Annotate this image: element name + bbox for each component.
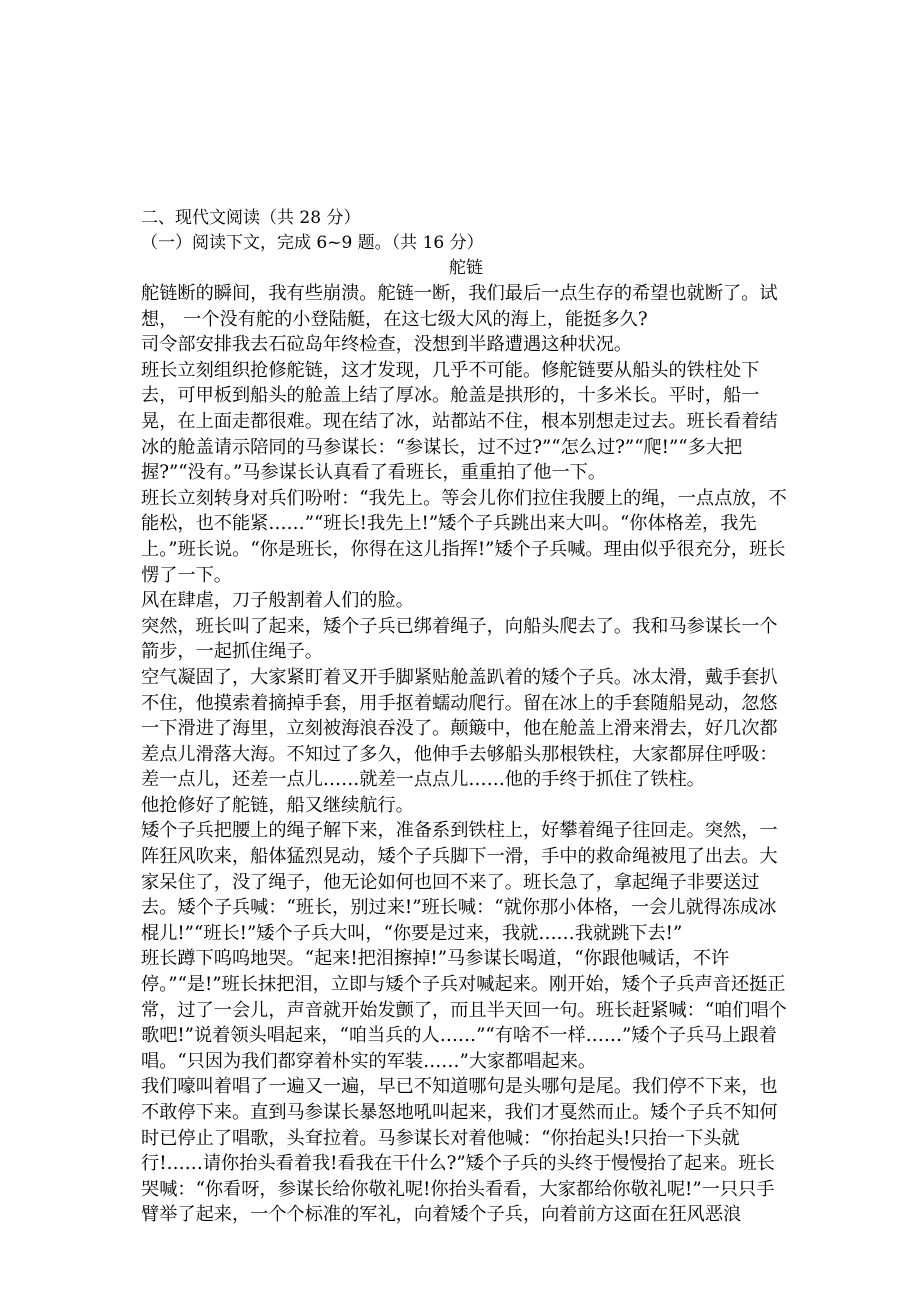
paragraph: 班长蹲下呜呜地哭。“起来!把泪擦掉!”马参谋长喝道，“你跟他喊话，不许停。”“是!”班长抹把泪，立即与矮个子兵对喊起来。刚开始，矮个子兵声音还挺正常，过了一会儿，声音就开始发颤了，而且半天回一句。班长赶紧喊：“咱们唱个歌吧!”说着领头唱起来，“咱当兵的人……”“有啥不一样……”矮个子兵马上跟着唱。“只因为我们都穿着朴实的军装……”大家都唱起来。 — [141, 948, 787, 1072]
paragraph: 风在肆虐，刀子般割着人们的脸。 — [141, 590, 414, 612]
paragraph: 舵链断的瞬间，我有些崩溃。舵链一断，我们最后一点生存的希望也就断了。试想， 一个没有舵的小登陆艇，在这七级大风的海上，能挺多久? — [141, 283, 778, 330]
article-title: 舵链 — [449, 258, 483, 278]
paragraph: 我们嚎叫着唱了一遍又一遍，早已不知道哪句是头哪句是尾。我们停不下来，也不敢停下来。直到马参谋长暴怒地吼叫起来，我们才戛然而止。矮个子兵不知何时已停止了唱歌，头耷拉着。马参谋长对着他喊：“你抬起头!只抬一下头就行!……请你抬头看着我!看我在干什么?”矮个子兵的头终于慢慢抬了起来。班长哭喊：“你看呀，参谋长给你敬礼呢!你抬头看看，大家都给你敬礼呢!”一只只手臂举了起来，一个个标准的军礼，向着矮个子兵，向着前方这面在狂风恶浪 — [141, 1076, 778, 1226]
document-body — [141, 206, 791, 1228]
paragraph: 司令部安排我去石砬岛年终检查，没想到半路遭遇这种状况。 — [141, 334, 633, 356]
paragraph: 班长立刻转身对兵们吩咐：“我先上。等会儿你们拉住我腰上的绳，一点点放，不能松，也不能紧……”“班长!我先上!”矮个子兵跳出来大叫。“你体格差，我先上。”班长说。“你是班长，你得在这儿指挥!”矮个子兵喊。理由似乎很充分，班长愣了一下。 — [141, 487, 787, 586]
paragraph: 空气凝固了，大家紧盯着叉开手脚紧贴舱盖趴着的矮个子兵。冰太滑，戴手套扒不住，他摸索着摘掉手套，用手抠着蠕动爬行。留在冰上的手套随船晃动，忽悠一下滑进了海里，立刻被海浪吞没了。颠簸中，他在舱盖上滑来滑去，好几次都差点儿滑落大海。不知过了多久，他伸手去够船头那根铁柱，大家都屏住呼吸：差一点儿，还差一点儿……就差一点点儿……他的手终于抓住了铁柱。 — [141, 666, 778, 791]
paragraph: 突然，班长叫了起来，矮个子兵已绑着绳子，向船头爬去了。我和马参谋长一个箭步，一起抓住绳子。 — [141, 615, 778, 663]
paragraph: 他抢修好了舵链，船又继续航行。 — [141, 794, 414, 816]
section-heading: 二、现代文阅读（共 28 分） — [141, 208, 361, 228]
paragraph: 班长立刻组织抢修舵链，这才发现，几乎不可能。修舵链要从船头的铁柱处下去，可甲板到船头的舱盖上结了厚冰。舱盖是拱形的，十多米长。平时，船一晃，在上面走都很难。现在结了冰，站都站不住，根本别想走过去。班长看着结冰的舱盖请示陪同的马参谋长：“参谋长，过不过?”“怎么过?”“爬!”“多大把握?”“没有。”马参谋长认真看了看班长，重重拍了他一下。 — [141, 359, 778, 484]
sub-heading: （一）阅读下文，完成 6~9 题。（共 16 分） — [141, 233, 484, 253]
paragraph: 矮个子兵把腰上的绳子解下来，准备系到铁柱上，好攀着绳子往回走。突然，一阵狂风吹来，船体猛烈晃动，矮个子兵脚下一滑，手中的救命绳被甩了出去。大家呆住了，没了绳子，他无论如何也回不来了。班长急了，拿起绳子非要送过去。矮个子兵喊：“班长，别过来!”班长喊：“就你那小体格，一会儿就得冻成冰棍儿!”“班长!”矮个子兵大叫，“你要是过来，我就……我就跳下去!” — [141, 820, 778, 944]
